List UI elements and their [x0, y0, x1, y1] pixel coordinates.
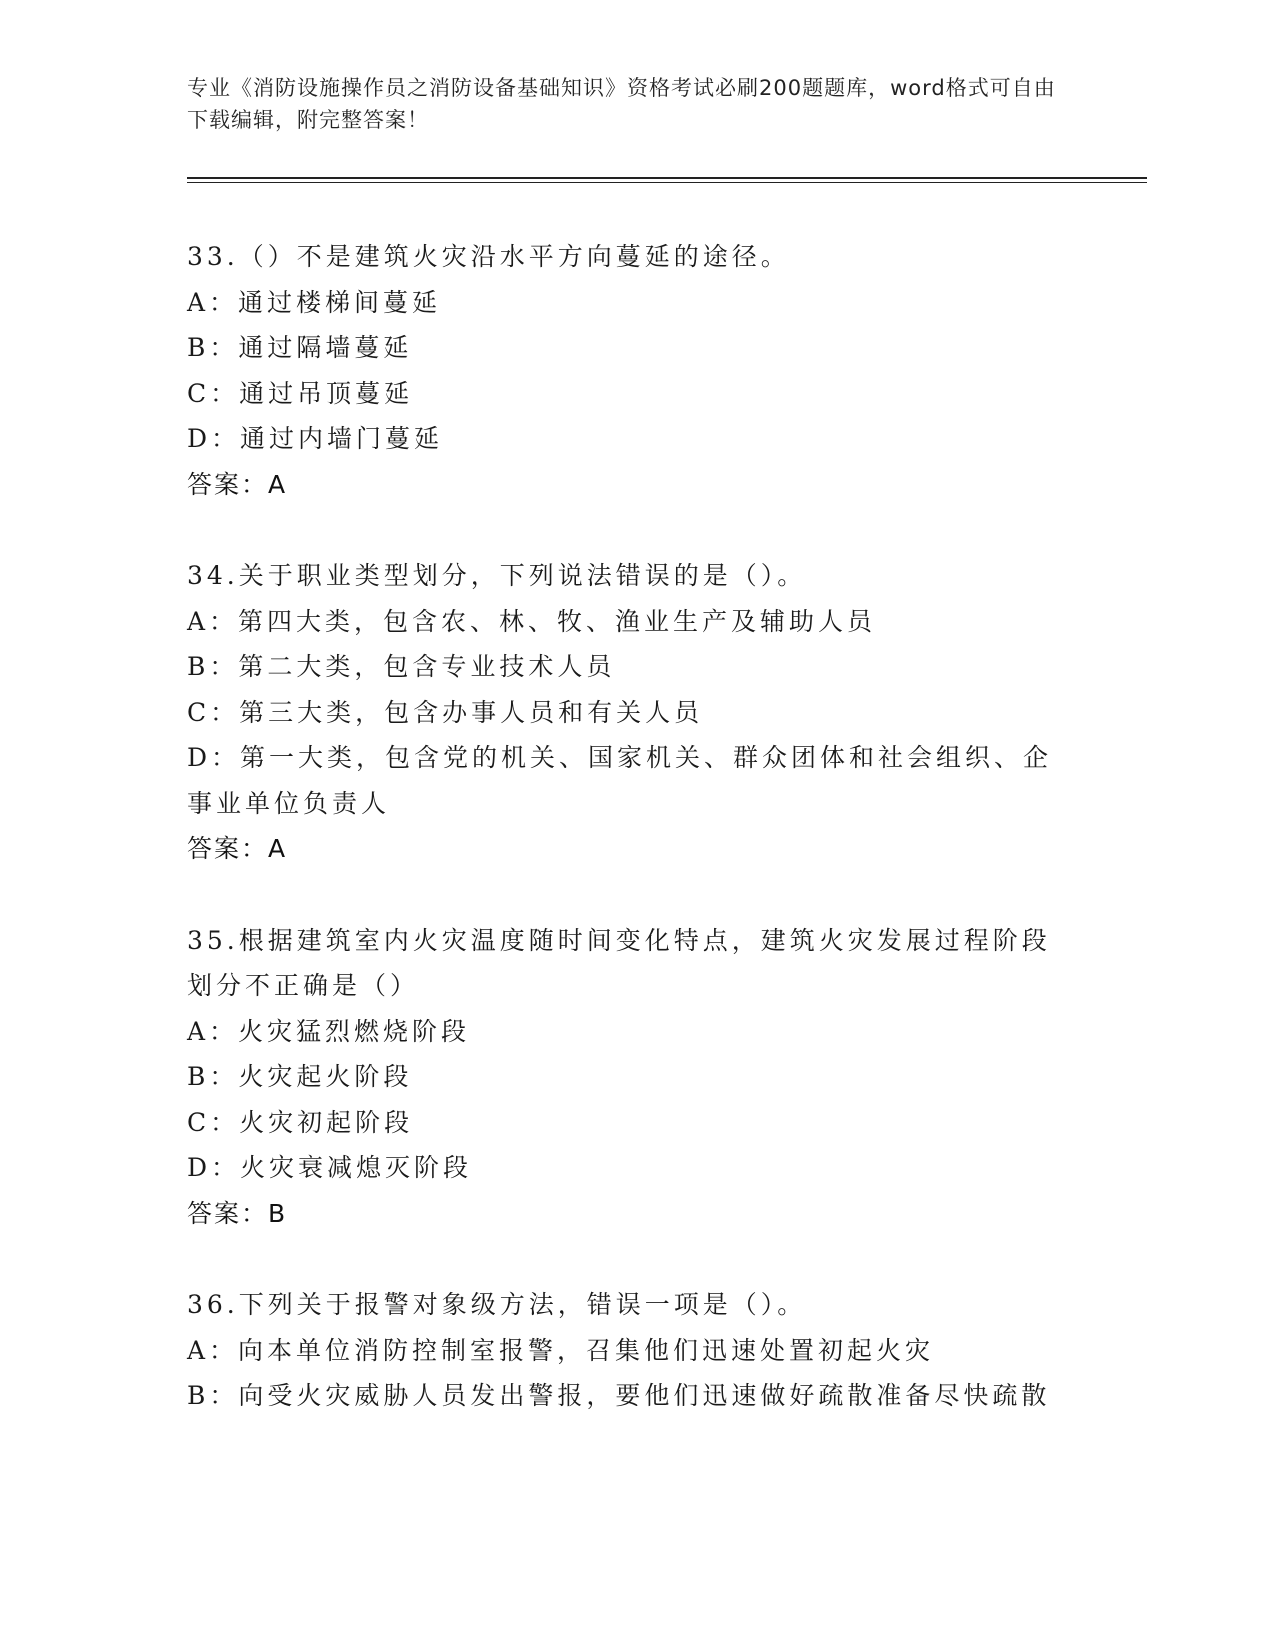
option-b: B：通过隔墙蔓延 — [187, 333, 413, 362]
option-b: B：第二大类，包含专业技术人员 — [187, 652, 616, 681]
option-d: D：第一大类，包含党的机关、国家机关、群众团体和社会组织、企事业单位负责人 — [187, 743, 1053, 818]
question-stem: 33.（）不是建筑火灾沿水平方向蔓延的途径。 — [187, 242, 790, 271]
question-list — [187, 234, 1067, 1465]
answer-line: 答案：A — [187, 834, 288, 863]
option-d: D：通过内墙门蔓延 — [187, 424, 444, 453]
answer-line: 答案：A — [187, 469, 288, 499]
question-stem: 34.关于职业类型划分，下列说法错误的是（）。 — [187, 561, 807, 590]
option-b: B：火灾起火阶段 — [187, 1062, 413, 1091]
answer-line: 答案：B — [187, 1198, 288, 1228]
option-a: A：火灾猛烈燃烧阶段 — [187, 1016, 471, 1046]
header-divider-thick — [187, 177, 1147, 179]
option-d: D：火灾衰减熄灭阶段 — [187, 1153, 473, 1182]
question-35 — [187, 918, 1067, 1237]
question-stem: 35.根据建筑室内火灾温度随时间变化特点，建筑火灾发展过程阶段划分不正确是（） — [187, 925, 1051, 1000]
option-c: C：火灾初起阶段 — [187, 1107, 414, 1137]
header-divider-thin — [187, 182, 1147, 183]
option-a: A：通过楼梯间蔓延 — [187, 287, 442, 317]
option-c: C：通过吊顶蔓延 — [187, 378, 414, 408]
option-c: C：第三大类，包含办事人员和有关人员 — [187, 697, 704, 727]
question-34 — [187, 553, 1067, 872]
document-header: 专业《消防设施操作员之消防设备基础知识》资格考试必刷200题题库，word格式可自由下载编辑，附完整答案！ — [187, 76, 1056, 132]
question-stem: 36.下列关于报警对象级方法，错误一项是（）。 — [187, 1290, 807, 1319]
option-b: B：向受火灾威胁人员发出警报，要他们迅速做好疏散准备尽快疏散 — [187, 1381, 1051, 1410]
option-a: A：第四大类，包含农、林、牧、渔业生产及辅助人员 — [187, 606, 877, 636]
question-33 — [187, 234, 1067, 507]
option-a: A：向本单位消防控制室报警，召集他们迅速处置初起火灾 — [187, 1335, 935, 1365]
question-36 — [187, 1282, 1067, 1419]
